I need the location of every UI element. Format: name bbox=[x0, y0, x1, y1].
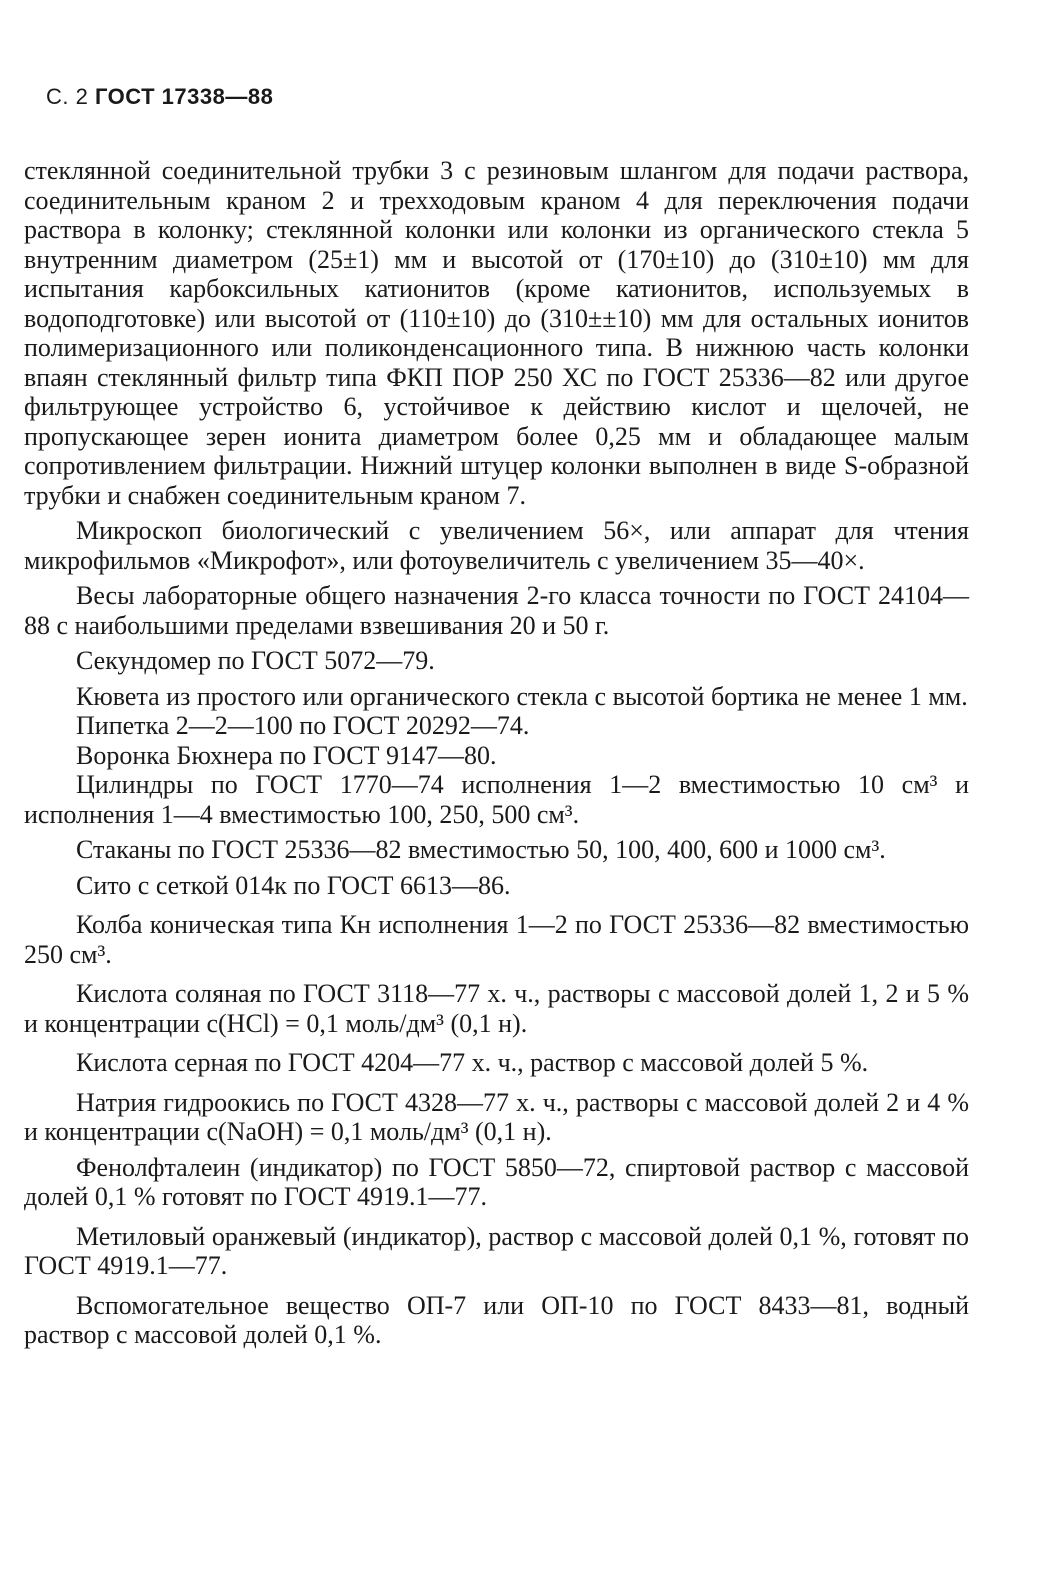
paragraph-beakers: Стаканы по ГОСТ 25336—82 вместимостью 50, 100, 400, 600 и 1000 см³. bbox=[76, 835, 886, 864]
paragraph-sodium-hydroxide: Натрия гидроокись по ГОСТ 4328—77 х. ч., растворы с массовой долей 2 и 4 % и концентрации c(NaOH) = 0,1 моль/дм³ (0,1 н). bbox=[24, 1087, 969, 1146]
paragraph-apparatus-column: стеклянной соединительной трубки 3 с резиновым шлангом для подачи раствора, соединительным краном 2 и трехходовым краном 4 для переключения подачи раствора в колонку; стеклянной колонки или колонки из органического стекла 5 внутренним диаметром (25±1) мм и высотой от (170±10) до (310±10) мм для испытания карбоксильных катионитов (кроме катионитов, используемых в водоподготовке) или высотой от (110±10) до (310±±10) мм для остальных ионитов полимеризационного или поликонденсационного типа. В нижнюю часть колонки впаян стеклянный фильтр типа ФКП ПОР 250 ХС по ГОСТ 25336—82 или другое фильтрующее устройство 6, устойчивое к действию кислот и щелочей, не пропускающее зерен ионита диаметром более 0,25 мм и обладающее малым сопротивлением фильтрации. Нижний штуцер колонки выполнен в виде S-образной трубки и снабжен соединительным краном 7. bbox=[24, 156, 969, 510]
paragraph-hydrochloric-acid: Кислота соляная по ГОСТ 3118—77 х. ч., растворы с массовой долей 1, 2 и 5 % и концентрации c(HCl) = 0,1 моль/дм³ (0,1 н). bbox=[24, 979, 969, 1038]
paragraph-sulfuric-acid: Кислота серная по ГОСТ 4204—77 х. ч., раствор с массовой долей 5 %. bbox=[76, 1048, 869, 1077]
document-page bbox=[24, 84, 969, 1350]
page-number: С. 2 bbox=[46, 84, 89, 109]
paragraph-cylinders: Цилиндры по ГОСТ 1770—74 исполнения 1—2 вместимостью 10 см³ и исполнения 1—4 вместимостью 100, 250, 500 см³. bbox=[24, 770, 969, 829]
paragraph-phenolphthalein: Фенолфталеин (индикатор) по ГОСТ 5850—72, спиртовой раствор с массовой долей 0,1 % готовят по ГОСТ 4919.1—77. bbox=[24, 1152, 969, 1211]
paragraph-methyl-orange: Метиловый оранжевый (индикатор), раствор с массовой долей 0,1 %, готовят по ГОСТ 4919.1—77. bbox=[24, 1221, 969, 1280]
paragraph-auxiliary-substance: Вспомогательное вещество ОП-7 или ОП-10 по ГОСТ 8433—81, водный раствор с массовой долей 0,1 %. bbox=[24, 1290, 969, 1349]
paragraph-pipette: Пипетка 2—2—100 по ГОСТ 20292—74. bbox=[76, 711, 530, 740]
paragraph-sieve: Сито с сеткой 014к по ГОСТ 6613—86. bbox=[76, 870, 511, 900]
standard-number: ГОСТ 17338—88 bbox=[94, 84, 274, 109]
paragraph-cuvette: Кювета из простого или органического стекла с высотой бортика не менее 1 мм. bbox=[76, 681, 968, 711]
paragraph-flask: Колба коническая типа Кн исполнения 1—2 по ГОСТ 25336—82 вместимостью 250 см³. bbox=[24, 910, 969, 969]
page-header bbox=[46, 84, 969, 110]
paragraph-scales: Весы лабораторные общего назначения 2-го класса точности по ГОСТ 24104—88 с наибольшими пределами взвешивания 20 и 50 г. bbox=[24, 581, 969, 640]
paragraph-funnel: Воронка Бюхнера по ГОСТ 9147—80. bbox=[76, 740, 497, 770]
paragraph-microscope: Микроскоп биологический с увеличением 56×, или аппарат для чтения микрофильмов «Микрофот», или фотоувеличитель с увеличением 35—40×. bbox=[24, 516, 969, 575]
paragraph-stopwatch: Секундомер по ГОСТ 5072—79. bbox=[76, 646, 435, 675]
